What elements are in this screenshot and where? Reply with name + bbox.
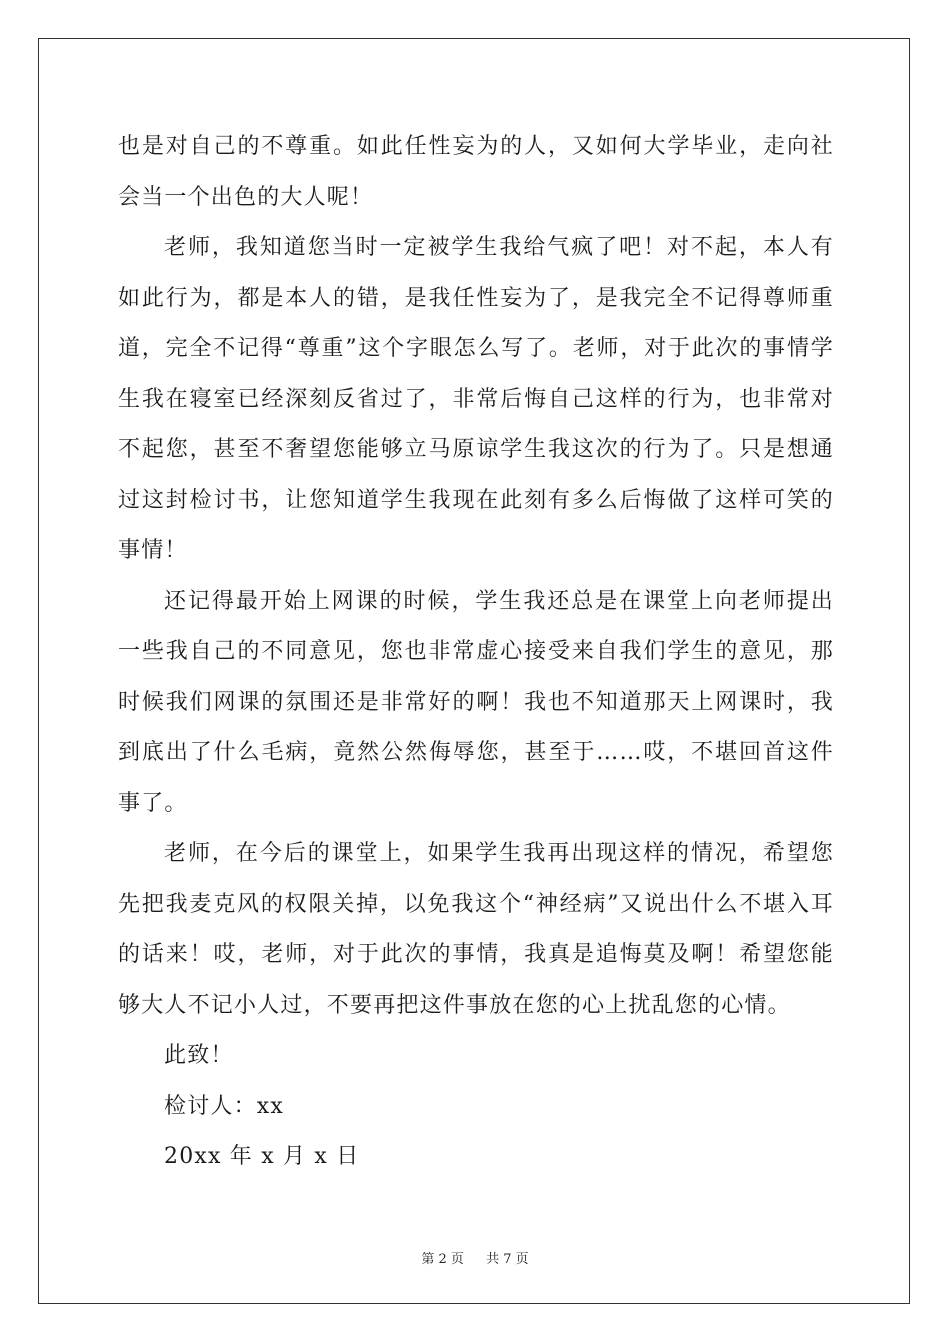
closing-salutation: 此致！ (164, 1043, 234, 1068)
paragraph-apology: 老师，我知道您当时一定被学生我给气疯了吧！对不起，本人有如此行为，都是本人的错，是我任性妄为了，是我完全不记得尊师重道，完全不记得“尊重”这个字眼怎么写了。老师，对于此次的事情学生我在寝室已经深刻反省过了，非常后悔自己这样的行为，也非常对不起您，甚至不奢望您能够立马原谅学生我这次的行为了。只是想通过这封检讨书，让您知道学生我现在此刻有多么后悔做了这样可笑的事情！ (118, 235, 834, 563)
page-footer (0, 1248, 950, 1267)
page-total: 共 7 页 (486, 1252, 529, 1267)
document-body (118, 122, 834, 1183)
paragraph-request: 老师，在今后的课堂上，如果学生我再出现这样的情况，希望您先把我麦克风的权限关掉，以免我这个“神经病”又说出什么不堪入耳的话来！哎，老师，对于此次的事情，我真是追悔莫及啊！希望您能够大人不记小人过，不要再把这件事放在您的心上扰乱您的心情。 (118, 841, 834, 1018)
date-line: 20xx 年 x 月 x 日 (164, 1144, 360, 1169)
signature-line: 检讨人：xx (164, 1093, 285, 1119)
paragraph-recollection: 还记得最开始上网课的时候，学生我还总是在课堂上向老师提出一些我自己的不同意见，您也非常虚心接受来自我们学生的意见，那时候我们网课的氛围还是非常好的啊！我也不知道那天上网课时，我到底出了什么毛病，竟然公然侮辱您，甚至于……哎，不堪回首这件事了。 (118, 588, 834, 816)
page-number: 第 2 页 (421, 1252, 464, 1267)
paragraph-continuation: 也是对自己的不尊重。如此任性妄为的人，又如何大学毕业，走向社会当一个出色的大人呢！ (118, 134, 834, 210)
